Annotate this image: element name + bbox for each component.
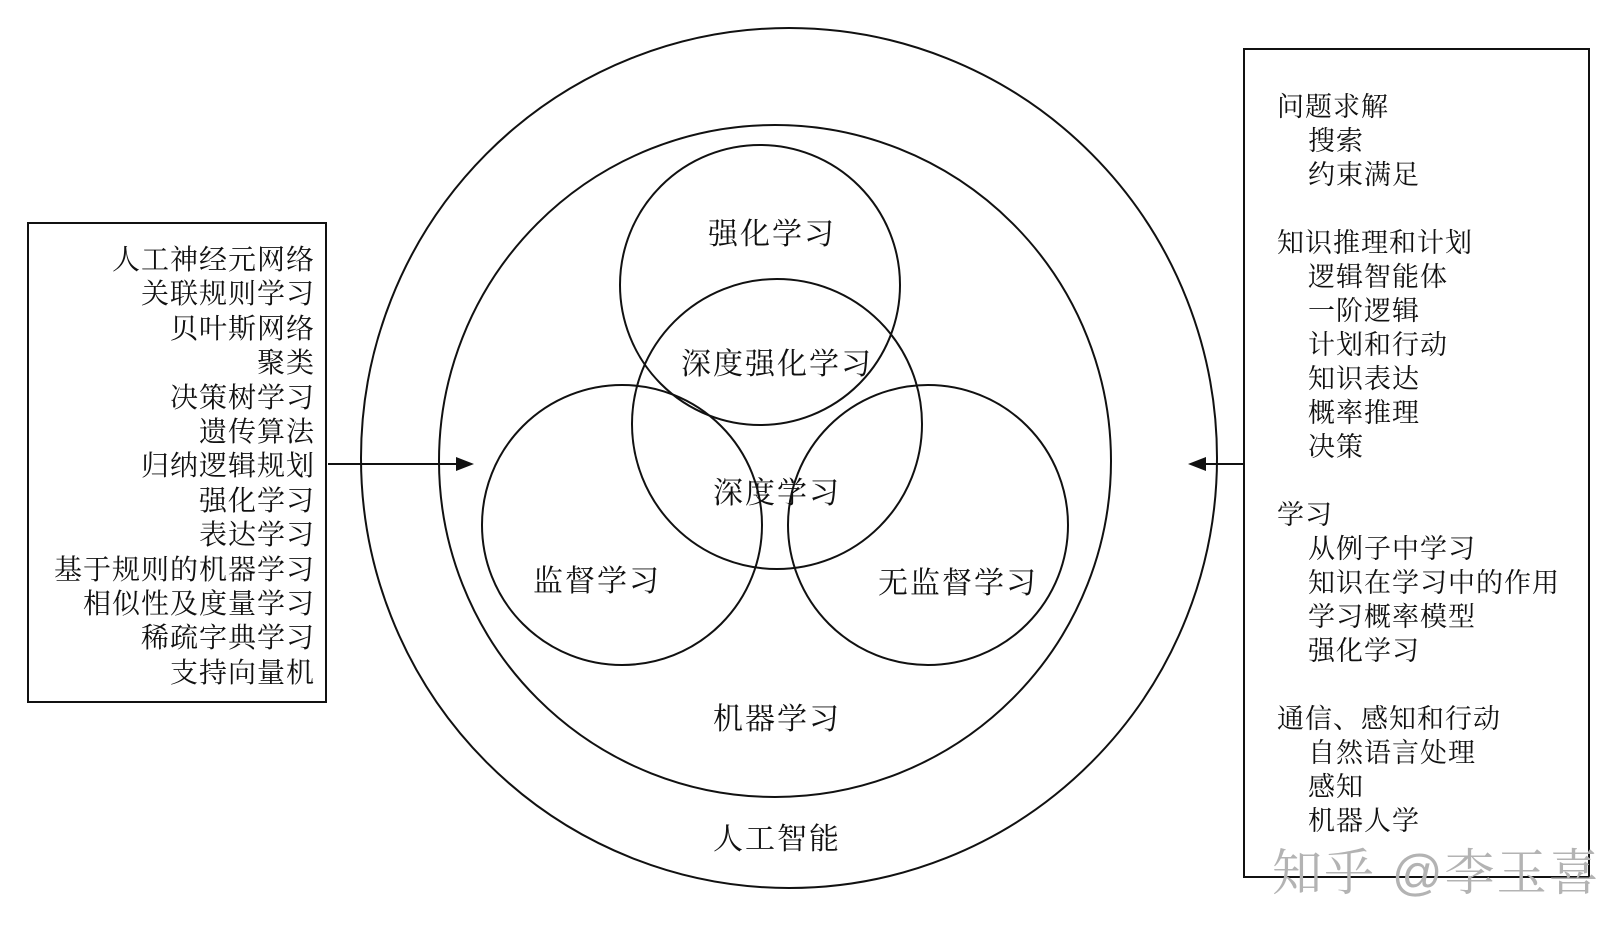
machine-learning-label: 机器学习 bbox=[713, 703, 841, 736]
artificial-intelligence-label: 人工智能 bbox=[713, 823, 841, 856]
reinforcement-circle bbox=[620, 145, 900, 425]
topic-group bbox=[1277, 226, 1588, 464]
list-item: 约束满足 bbox=[1308, 160, 1420, 190]
topic-group bbox=[1277, 90, 1588, 192]
list-item: 概率推理 bbox=[1308, 398, 1420, 428]
list-item: 决策 bbox=[1308, 432, 1364, 462]
list-item: 一阶逻辑 bbox=[1308, 296, 1420, 326]
list-item: 知识在学习中的作用 bbox=[1308, 568, 1560, 598]
topic-group bbox=[1277, 702, 1588, 838]
list-item: 从例子中学习 bbox=[1308, 534, 1476, 564]
group-heading: 问题求解 bbox=[1277, 92, 1389, 122]
list-item: 自然语言处理 bbox=[1308, 738, 1476, 768]
list-item: 归纳逻辑规划 bbox=[140, 450, 315, 482]
list-item: 贝叶斯网络 bbox=[169, 312, 315, 344]
supervised-circle bbox=[482, 385, 762, 665]
ai-topics-box bbox=[1243, 48, 1590, 878]
list-item: 机器人学 bbox=[1308, 806, 1420, 836]
deep-reinforcement-learning-label: 深度强化学习 bbox=[681, 348, 873, 381]
list-item: 表达学习 bbox=[198, 519, 315, 551]
group-heading: 学习 bbox=[1277, 500, 1333, 530]
list-item: 搜索 bbox=[1308, 126, 1364, 156]
list-item: 关联规则学习 bbox=[140, 278, 315, 310]
left-arrow-head-icon bbox=[456, 457, 474, 471]
group-heading: 知识推理和计划 bbox=[1277, 228, 1473, 258]
list-item: 计划和行动 bbox=[1308, 330, 1448, 360]
ai-circle bbox=[361, 28, 1217, 888]
list-item: 聚类 bbox=[256, 347, 315, 379]
list-item: 支持向量机 bbox=[169, 656, 315, 688]
group-heading: 通信、感知和行动 bbox=[1277, 704, 1501, 734]
unsupervised-circle bbox=[788, 385, 1068, 665]
ml-techniques-box bbox=[27, 222, 327, 703]
list-item: 稀疏字典学习 bbox=[140, 622, 315, 654]
list-item: 感知 bbox=[1308, 772, 1364, 802]
list-item: 强化学习 bbox=[1308, 636, 1420, 666]
list-item: 知识表达 bbox=[1308, 364, 1420, 394]
reinforcement-learning-label: 强化学习 bbox=[708, 218, 836, 251]
list-item: 遗传算法 bbox=[198, 416, 315, 448]
list-item: 相似性及度量学习 bbox=[82, 588, 315, 620]
list-item: 学习概率模型 bbox=[1308, 602, 1476, 632]
list-item: 人工神经元网络 bbox=[111, 244, 315, 275]
right-arrow-head-icon bbox=[1188, 457, 1206, 471]
list-item: 逻辑智能体 bbox=[1308, 262, 1448, 292]
watermark: 知乎 @李玉喜 bbox=[1272, 845, 1601, 901]
unsupervised-learning-label: 无监督学习 bbox=[878, 567, 1038, 600]
list-item: 决策树学习 bbox=[169, 381, 315, 413]
list-item: 强化学习 bbox=[198, 484, 315, 516]
deep-learning-label: 深度学习 bbox=[713, 477, 841, 510]
topic-group bbox=[1277, 498, 1588, 668]
supervised-learning-label: 监督学习 bbox=[533, 565, 661, 598]
list-item: 基于规则的机器学习 bbox=[53, 553, 315, 585]
